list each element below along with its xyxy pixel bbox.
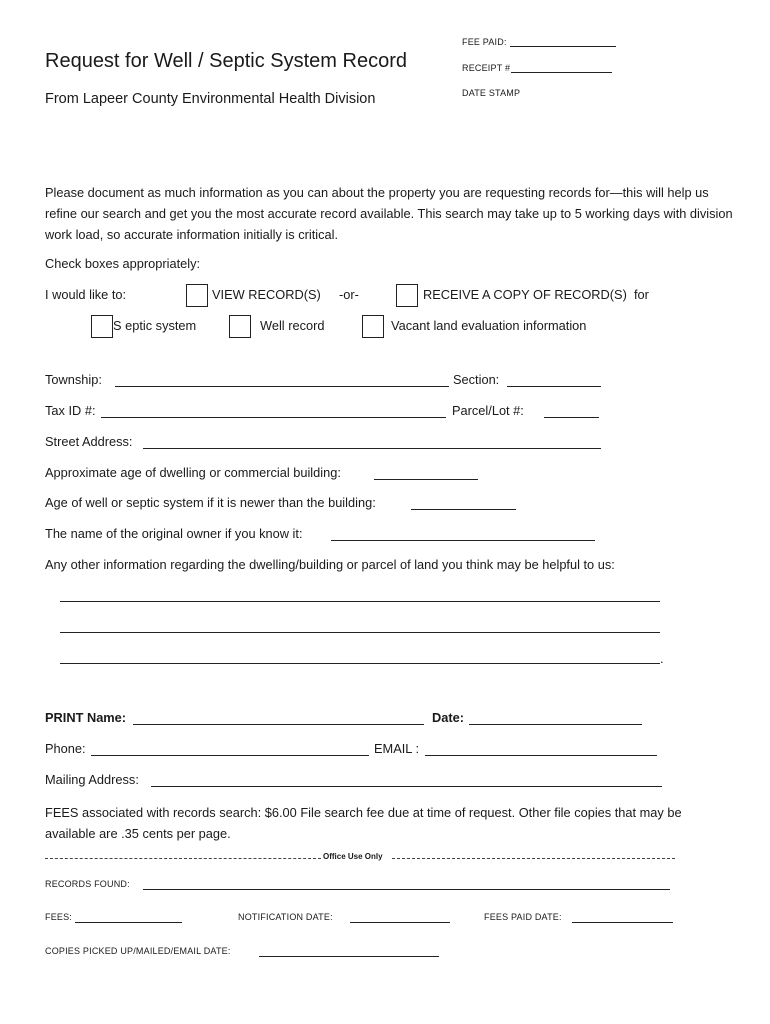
age-dwelling-label: Approximate age of dwelling or commercial building: <box>45 465 341 480</box>
email-field[interactable] <box>425 755 657 756</box>
street-field[interactable] <box>143 448 601 449</box>
phone-field[interactable] <box>91 755 369 756</box>
owner-field[interactable] <box>331 540 595 541</box>
date-label: Date: <box>432 710 464 725</box>
office-divider-left <box>45 858 321 859</box>
fee-paid-label: FEE PAID: <box>462 37 507 47</box>
fees-paid-date-label: FEES PAID DATE: <box>484 912 562 922</box>
well-record-label: Well record <box>260 318 325 333</box>
notification-date-field[interactable] <box>350 922 450 923</box>
township-field[interactable] <box>115 386 449 387</box>
age-well-field[interactable] <box>411 509 516 510</box>
view-record-checkbox[interactable] <box>186 284 208 307</box>
copies-picked-up-field[interactable] <box>259 956 439 957</box>
request-lead: I would like to: <box>45 287 127 302</box>
print-name-label: PRINT Name: <box>45 710 127 725</box>
or-label: -or- <box>339 287 359 302</box>
street-label: Street Address: <box>45 434 133 449</box>
section-field[interactable] <box>507 386 601 387</box>
other-info-label: Any other information regarding the dwelling/building or parcel of land you think may be helpful to us: <box>45 557 615 572</box>
parcel-field[interactable] <box>544 417 599 418</box>
fees-paragraph: FEES associated with records search: $6.00 File search fee due at time of request. Other file copies that may be available are .35 cents per page. <box>45 805 682 841</box>
tax-id-field[interactable] <box>101 417 446 418</box>
vacant-land-checkbox[interactable] <box>362 315 384 338</box>
receipt-label: RECEIPT # <box>462 63 511 73</box>
fee-paid-field[interactable] <box>510 46 616 47</box>
septic-label: S eptic system <box>113 318 197 333</box>
owner-label: The name of the original owner if you know it: <box>45 526 303 541</box>
copy-record-label: RECEIVE A COPY OF RECORD(S) <box>423 287 627 302</box>
septic-checkbox[interactable] <box>91 315 113 338</box>
receipt-field[interactable] <box>511 72 612 73</box>
records-found-label: RECORDS FOUND: <box>45 879 130 889</box>
other-info-end-period: . <box>660 651 664 666</box>
phone-label: Phone: <box>45 741 86 756</box>
email-label: EMAIL : <box>374 741 420 756</box>
office-fees-label: FEES: <box>45 912 73 922</box>
parcel-label: Parcel/Lot #: <box>452 403 524 418</box>
section-label: Section: <box>453 372 500 387</box>
date-stamp-label: DATE STAMP <box>462 88 521 98</box>
view-record-label: VIEW RECORD(S) <box>212 287 321 302</box>
other-info-line-3[interactable] <box>60 663 660 664</box>
age-dwelling-field[interactable] <box>374 479 478 480</box>
office-fees-field[interactable] <box>75 922 182 923</box>
form-subtitle: From Lapeer County Environmental Health Division <box>45 91 376 107</box>
age-well-label: Age of well or septic system if it is newer than the building: <box>45 495 376 510</box>
copy-record-checkbox[interactable] <box>396 284 418 307</box>
records-found-field[interactable] <box>143 889 670 890</box>
office-divider-right <box>392 858 675 859</box>
form-title: Request for Well / Septic System Record <box>45 50 407 72</box>
for-label: for <box>634 287 649 302</box>
well-record-checkbox[interactable] <box>229 315 251 338</box>
notification-date-label: NOTIFICATION DATE: <box>238 912 333 922</box>
intro-paragraph: Please document as much information as you can about the property you are requesting records for—this will help us refine our search and get you the most accurate record available. This search may take up to 5 working days with division work load, so accurate information initially is critical. <box>45 185 733 242</box>
other-info-line-1[interactable] <box>60 601 660 602</box>
mailing-field[interactable] <box>151 786 662 787</box>
fees-paid-date-field[interactable] <box>572 922 673 923</box>
date-field[interactable] <box>469 724 642 725</box>
other-info-line-2[interactable] <box>60 632 660 633</box>
print-name-field[interactable] <box>133 724 424 725</box>
township-label: Township: <box>45 372 102 387</box>
check-instruction: Check boxes appropriately: <box>45 256 201 271</box>
vacant-land-label: Vacant land evaluation information <box>391 318 587 333</box>
office-use-header: Office Use Only <box>323 852 383 861</box>
copies-picked-up-label: COPIES PICKED UP/MAILED/EMAIL DATE: <box>45 946 231 956</box>
mailing-label: Mailing Address: <box>45 772 139 787</box>
tax-id-label: Tax ID #: <box>45 403 96 418</box>
